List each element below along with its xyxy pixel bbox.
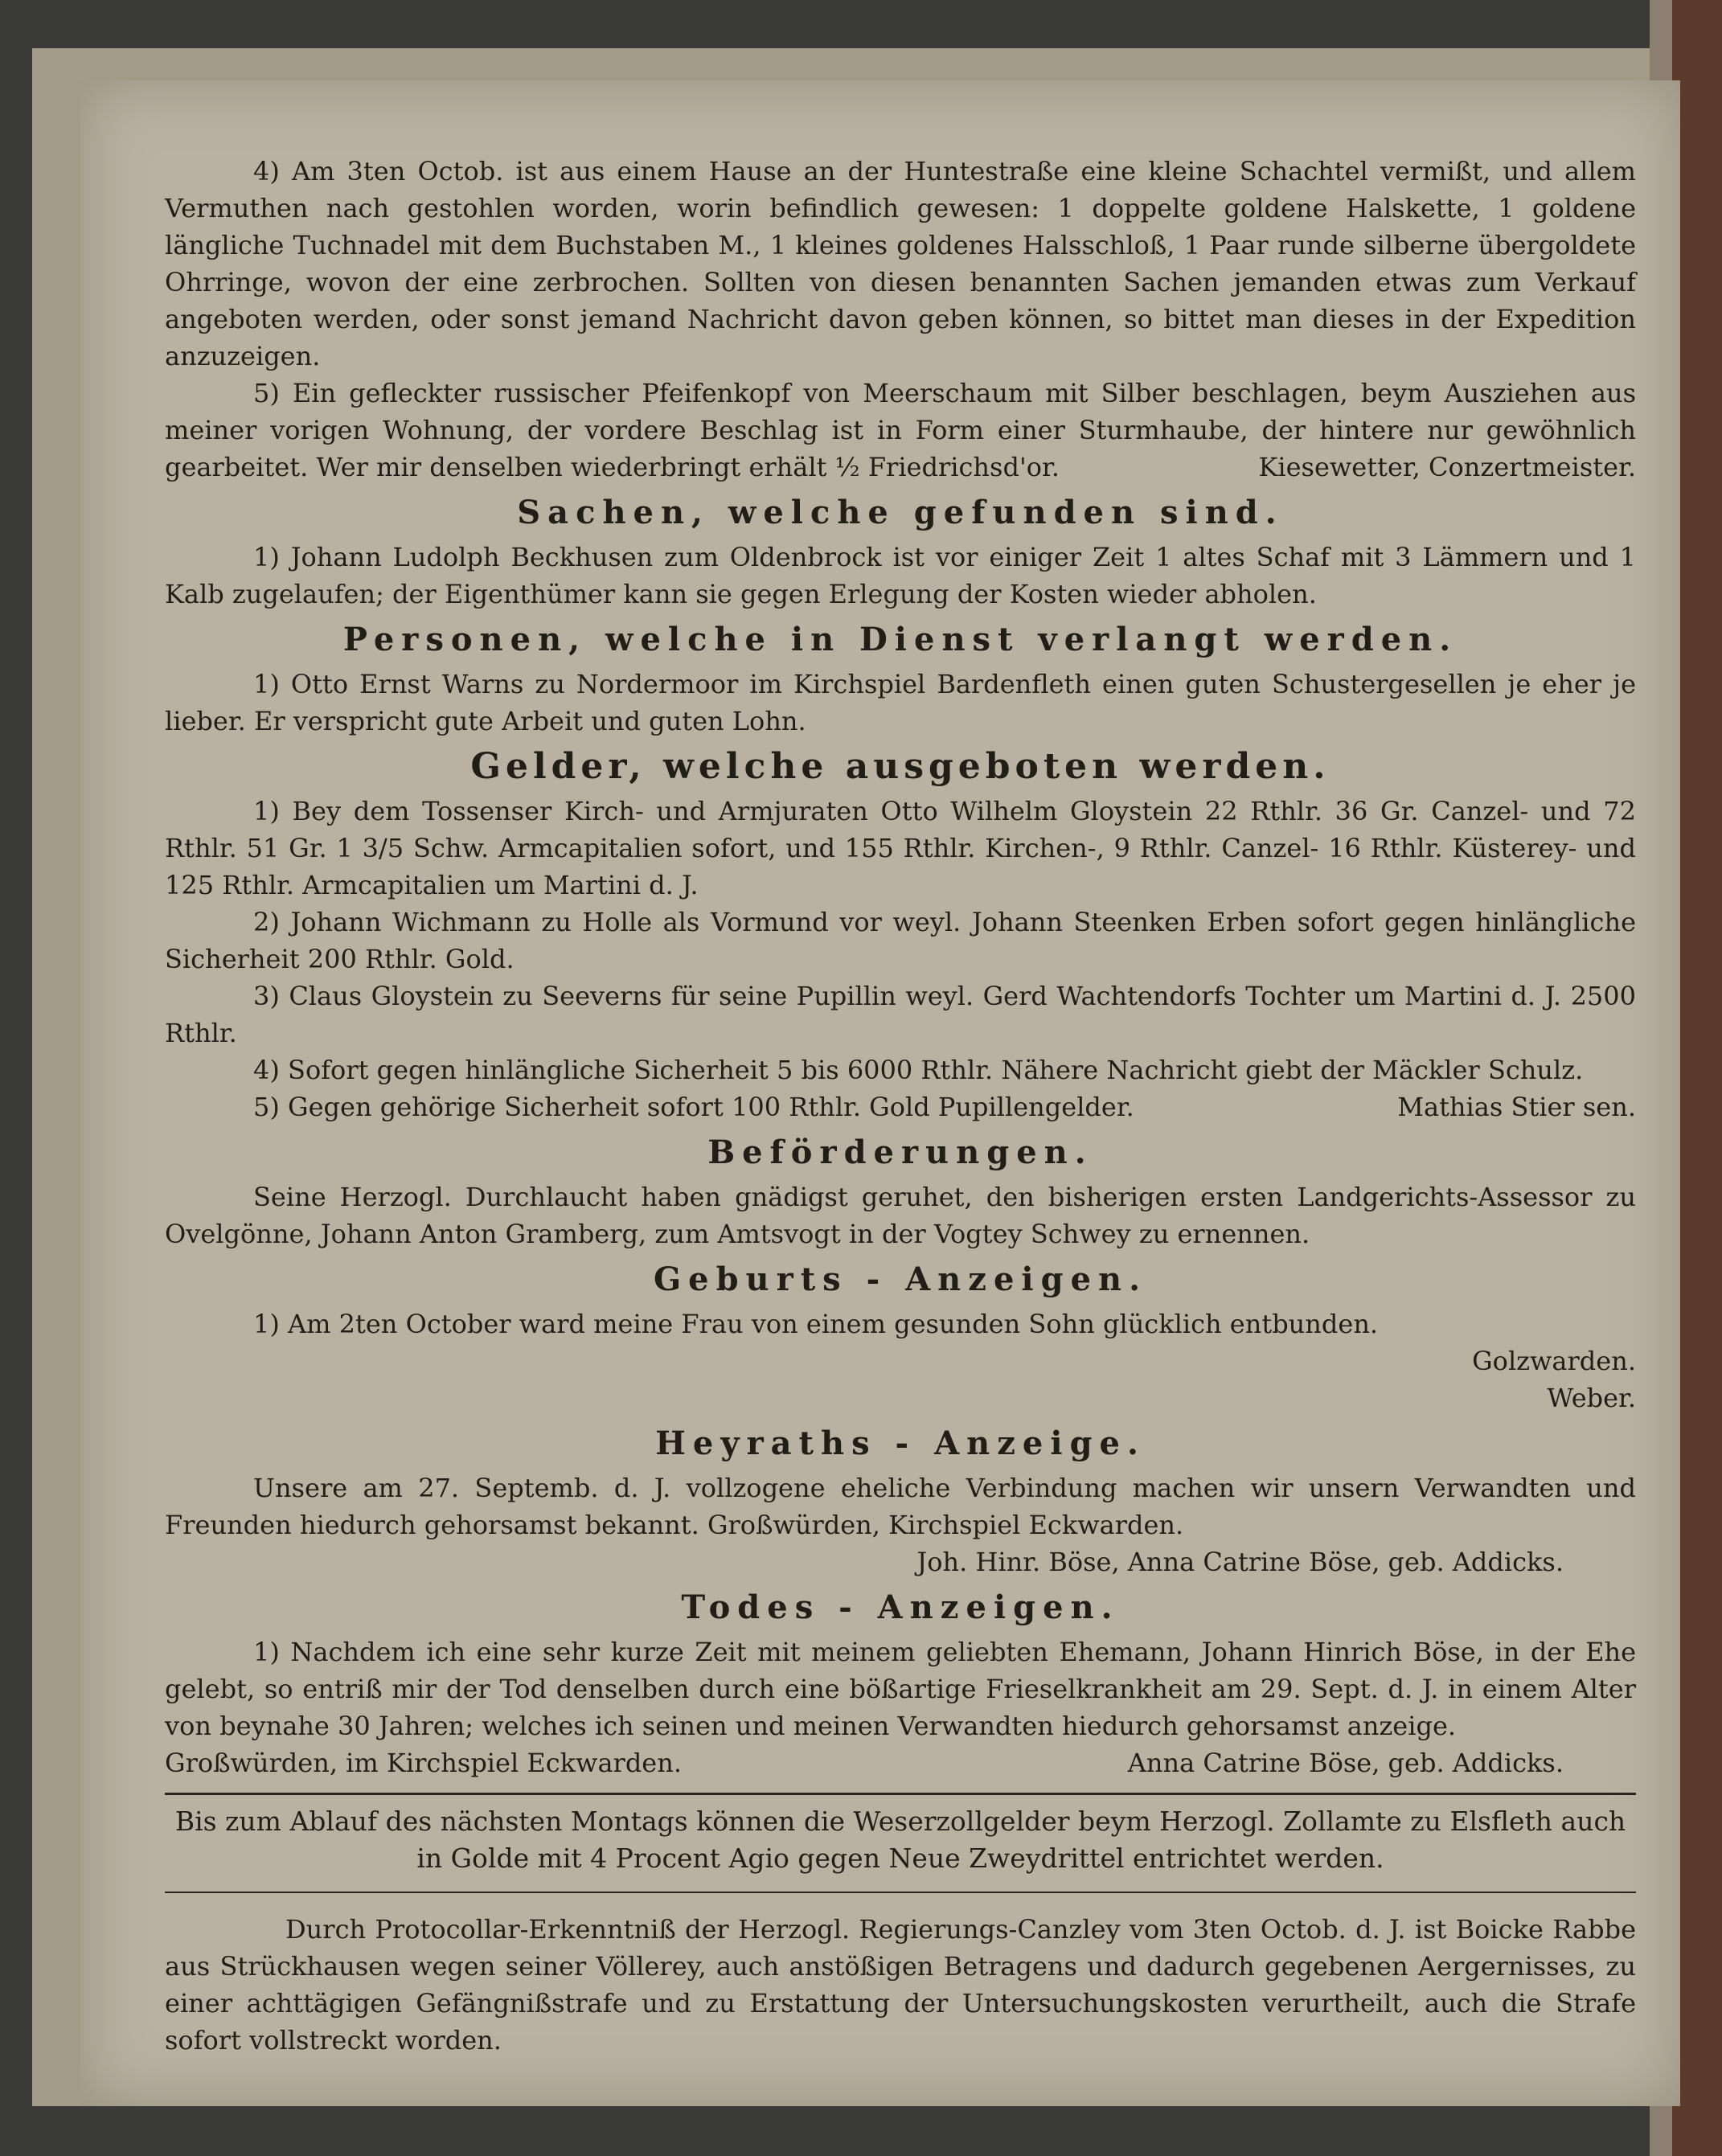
money-signature: Mathias Stier sen.: [1397, 1092, 1636, 1122]
money-heading: Gelder, welche ausgeboten werden.: [470, 746, 1330, 787]
page-text: [165, 153, 1636, 2059]
customs-notice-line-2: in Golde mit 4 Procent Agio gegen Neue Zweydrittel entrichtet werden.: [416, 1842, 1384, 1874]
customs-notice-line-1: Bis zum Ablauf des nächsten Montags können die Weserzollgelder beym Herzogl. Zollamte zu Elsfleth auch: [174, 1806, 1626, 1837]
death-signature: Anna Catrine Böse, geb. Addicks.: [1127, 1748, 1564, 1778]
lost-item-5-signature: Kiesewetter, Conzertmeister.: [1258, 452, 1636, 482]
service-heading: Personen, welche in Dienst verlangt werden.: [342, 621, 1458, 658]
death-text: 1) Nachdem ich eine sehr kurze Zeit mit meinem geliebten Ehemann, Johann Hinrich Böse, in der Ehe gelebt, so entriß mir der Tod denselben durch eine bößartige Frieselkrankheit am 29. Sept. d. J. in einem Alter von beynahe 30 Jahren; welches ich seinen und meinen Verwandten hiedurch gehorsamst anzeige.: [165, 1637, 1636, 1741]
death-place: Großwürden, im Kirchspiel Eckwarden.: [165, 1748, 683, 1778]
promotion-text: Seine Herzogl. Durchlaucht haben gnädigst geruhet, den bisherigen ersten Landgerichts-Assessor zu Ovelgönne, Johann Anton Gramberg, zum Amtsvogt in der Vogtey Schwey zu ernennen.: [165, 1182, 1636, 1249]
court-notice: Durch Protocollar-Erkenntniß der Herzogl. Regierungs-Canzley vom 3ten Octob. d. J. ist Boicke Rabbe aus Strückhausen wegen seiner Völlerey, auch anstößigen Betragens und dadurch gegebenen Aergernisses, zu einer achttägigen Gefängnißstrafe und zu Erstattung der Untersuchungskosten verurtheilt, auch die Strafe sofort vollstreckt worden.: [165, 1914, 1636, 2056]
death-footer: [165, 1744, 1636, 1781]
marriage-heading: Heyraths - Anzeige.: [655, 1424, 1146, 1462]
birth-text: 1) Am 2ten October ward meine Frau von einem gesunden Sohn glücklich entbunden. Golzwarden.: [165, 1305, 1636, 1379]
birth-heading: Geburts - Anzeigen.: [653, 1260, 1148, 1298]
money-item-5: 5) Gegen gehörige Sicherheit sofort 100 Rthlr. Gold Pupillengelder. Mathias Stier sen.: [165, 1088, 1636, 1125]
money-item-4: 4) Sofort gegen hinlängliche Sicherheit 5 bis 6000 Rthlr. Nähere Nachricht giebt der Mäckler Schulz.: [253, 1055, 1584, 1085]
money-item-1: 1) Bey dem Tossenser Kirch- und Armjuraten Otto Wilhelm Gloystein 22 Rthlr. 36 Gr. Canzel- und 72 Rthlr. 51 Gr. 1 3/5 Schw. Armcapitalien sofort, und 155 Rthlr. Kirchen-, 9 Rthlr. Canzel- 16 Rthlr. Küsterey- und 125 Rthlr. Armcapitalien um Martini d. J.: [165, 796, 1636, 900]
divider-top: [165, 1793, 1636, 1795]
found-item-1: 1) Johann Ludolph Beckhusen zum Oldenbrock ist vor einiger Zeit 1 altes Schaf mit 3 Lämmern und 1 Kalb zugelaufen; der Eigenthümer kann sie gegen Erlegung der Kosten wieder abholen.: [165, 542, 1636, 609]
lost-item-5: 5) Ein gefleckter russischer Pfeifenkopf von Meerschaum mit Silber beschlagen, beym Ausziehen aus meiner vorigen Wohnung, der vordere Beschlag ist in Form einer Sturmhaube, der hintere nur gewöhnlich gearbeitet. Wer mir denselben wiederbringt erhält ½ Friedrichsd'or. Kiesewetter, Conzertmeister.: [165, 375, 1636, 486]
lost-item-4: 4) Am 3ten Octob. ist aus einem Hause an der Huntestraße eine kleine Schachtel vermißt, und allem Vermuthen nach gestohlen worden, worin befindlich gewesen: 1 doppelte goldene Halskette, 1 goldene längliche Tuchnadel mit dem Buchstaben M., 1 kleines goldenes Halsschloß, 1 Paar runde silberne übergoldete Ohrringe, wovon der eine zerbrochen. Sollten von diesen benannten Sachen jemanden etwas zum Verkauf angeboten werden, oder sonst jemand Nachricht davon geben können, so bittet man dieses in der Expedition anzuzeigen.: [165, 156, 1636, 371]
birth-signature: Weber.: [1547, 1383, 1636, 1413]
birth-place: Golzwarden.: [1472, 1346, 1636, 1376]
money-item-2: 2) Johann Wichmann zu Holle als Vormund vor weyl. Johann Steenken Erben sofort gegen hinlängliche Sicherheit 200 Rthlr. Gold.: [165, 907, 1636, 974]
money-item-3: 3) Claus Gloystein zu Seeverns für seine Pupillin weyl. Gerd Wachtendorfs Tochter um Martini d. J. 2500 Rthlr.: [165, 981, 1636, 1048]
service-item-1: 1) Otto Ernst Warns zu Nordermoor im Kirchspiel Bardenfleth einen guten Schustergesellen je eher je lieber. Er verspricht gute Arbeit und guten Lohn.: [165, 669, 1636, 736]
marriage-text: Unsere am 27. Septemb. d. J. vollzogene eheliche Verbindung machen wir unsern Verwandten und Freunden hiedurch gehorsamst bekannt. Großwürden, Kirchspiel Eckwarden.: [165, 1473, 1636, 1540]
found-heading: Sachen, welche gefunden sind.: [517, 494, 1284, 531]
divider-double: [165, 1892, 1636, 1893]
death-heading: Todes - Anzeigen.: [681, 1588, 1120, 1626]
marriage-signature: Joh. Hinr. Böse, Anna Catrine Böse, geb. Addicks.: [916, 1547, 1564, 1577]
promotion-heading: Beförderungen.: [707, 1133, 1093, 1171]
